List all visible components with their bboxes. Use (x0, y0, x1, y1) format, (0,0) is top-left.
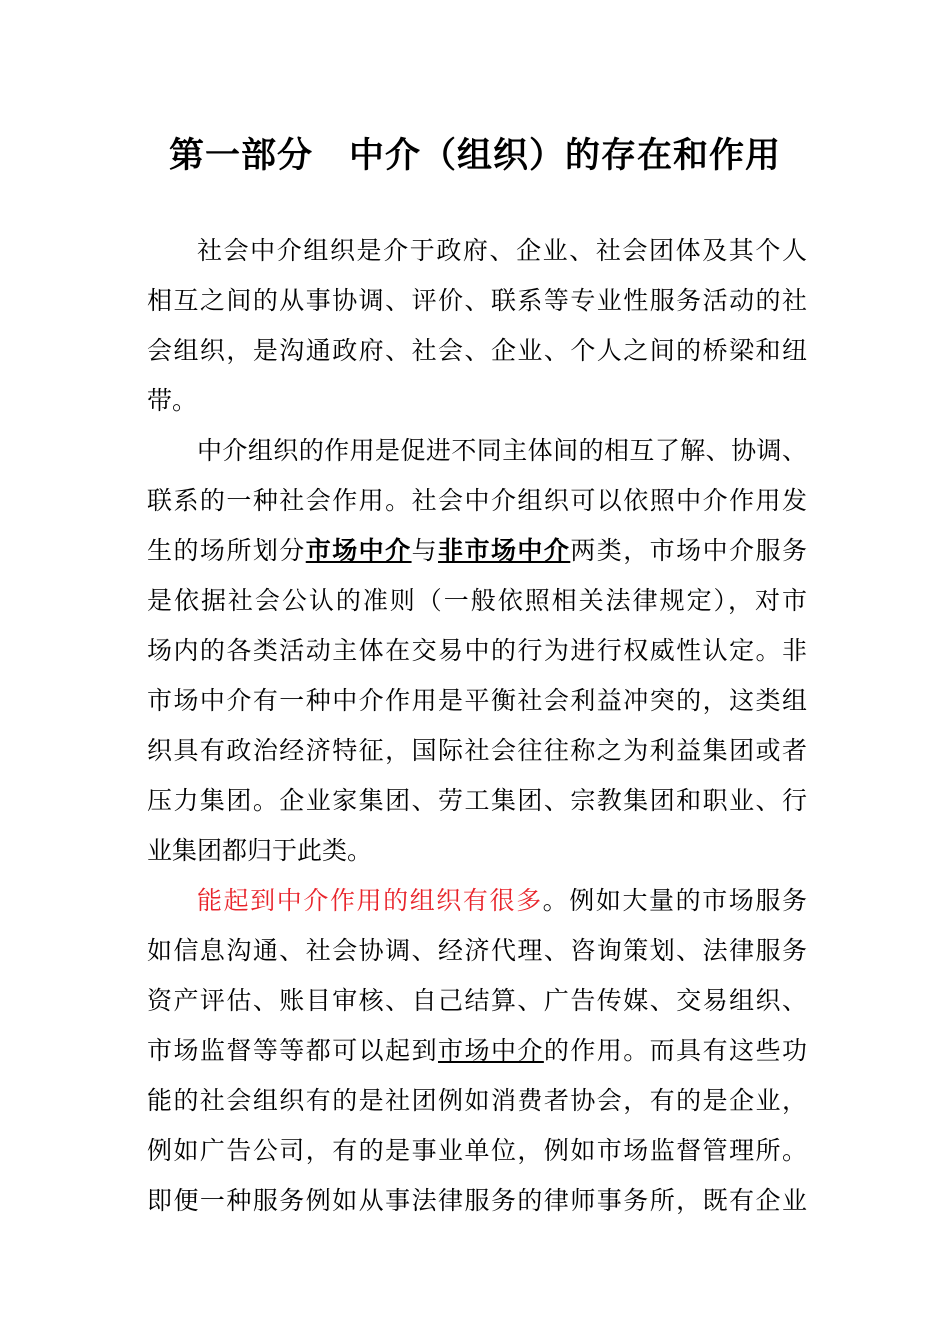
paragraph-2-line-2: 联系的一种社会作用。社会中介组织可以依照中介作用发 (147, 486, 807, 515)
paragraph-2-line-7: 织具有政治经济特征，国际社会往往称之为利益集团或者 (147, 736, 807, 765)
paragraph-2-line-1: 中介组织的作用是促进不同主体间的相互了解、协调、 (197, 436, 807, 465)
paragraph-2-line-8: 压力集团。企业家集团、劳工集团、宗教集团和职业、行 (147, 786, 807, 815)
market-intermediary-term: 市场中介 (438, 1036, 544, 1065)
text-segment: 。例如大量的市场服务 (542, 886, 807, 915)
non-market-intermediary-term: 非市场中介 (438, 536, 571, 565)
paragraph-3-line-5: 能的社会组织有的是社团例如消费者协会，有的是企业， (147, 1086, 807, 1115)
paragraph-2-line-4: 是依据社会公认的准则（一般依照相关法律规定），对市 (147, 586, 807, 615)
paragraph-1-line-3: 会组织，是沟通政府、社会、企业、个人之间的桥梁和纽 (147, 336, 807, 365)
paragraph-2-line-5: 场内的各类活动主体在交易中的行为进行权威性认定。非 (147, 636, 807, 665)
text-segment: 市场监督等等都可以起到 (147, 1036, 439, 1065)
paragraph-3-line-4 (147, 1031, 807, 1071)
paragraph-1-line-2: 相互之间的从事协调、评价、联系等专业性服务活动的社 (147, 286, 807, 315)
text-segment: 与 (411, 536, 439, 565)
paragraph-3-line-2: 如信息沟通、社会协调、经济代理、咨询策划、法律服务 (147, 936, 807, 965)
paragraph-3-line-1 (197, 881, 807, 921)
paragraph-3-line-6: 例如广告公司，有的是事业单位，例如市场监督管理所。 (147, 1136, 807, 1165)
paragraph-2-line-3 (147, 531, 807, 571)
paragraph-3-line-7: 即便一种服务例如从事法律服务的律师事务所，既有企业 (147, 1186, 807, 1215)
paragraph-2-line-6: 市场中介有一种中介作用是平衡社会利益冲突的，这类组 (147, 686, 807, 715)
text-segment: 两类，市场中介服务 (570, 536, 807, 565)
paragraph-1-line-4: 带。 (147, 386, 198, 415)
paragraph-1-line-1: 社会中介组织是介于政府、企业、社会团体及其个人 (197, 236, 807, 265)
paragraph-3-line-3: 资产评估、账目审核、自己结算、广告传媒、交易组织、 (147, 986, 807, 1015)
text-segment: 的作用。而具有这些功 (543, 1036, 807, 1065)
text-segment: 生的场所划分 (147, 536, 306, 565)
market-intermediary-term: 市场中介 (305, 536, 412, 565)
paragraph-2-line-9: 业集团都归于此类。 (147, 836, 373, 865)
highlighted-text: 能起到中介作用的组织有很多 (197, 886, 543, 915)
page-title: 第一部分 中介（组织）的存在和作用 (168, 136, 781, 176)
